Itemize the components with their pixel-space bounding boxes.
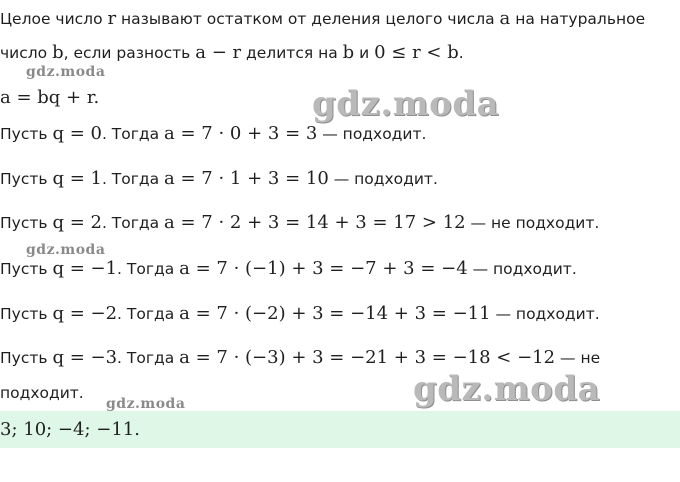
case-q0-line xyxy=(0,123,426,145)
answer-text: 3; 10; −4; −11. xyxy=(0,419,140,440)
text-segment: — не xyxy=(555,349,601,367)
math-expression: a − r xyxy=(195,42,242,63)
text-segment: Пусть xyxy=(0,170,53,188)
watermark-logo: gdz.moda xyxy=(312,84,500,124)
text-segment: . Тогда xyxy=(101,214,165,232)
case-qm2-line xyxy=(0,303,600,325)
case-qm1-line xyxy=(0,258,577,280)
watermark-logo: gdz.moda xyxy=(413,369,601,409)
text-segment: . Тогда xyxy=(101,125,165,143)
text-segment: — подходит. xyxy=(328,170,438,188)
case-q2-line xyxy=(0,212,599,234)
math-expression: a xyxy=(499,8,511,29)
math-expression: q = 2 xyxy=(52,212,102,233)
watermark-logo: gdz.moda xyxy=(106,396,186,412)
text-segment: . Тогда xyxy=(117,349,180,367)
text-segment: — подходит. xyxy=(467,260,577,278)
math-expression: a = 7 · (−3) + 3 = −21 + 3 = −18 < −12 xyxy=(179,347,556,368)
watermark-logo: gdz.moda xyxy=(26,242,106,258)
text-segment: Пусть xyxy=(0,125,53,143)
math-expression: a = bq + r. xyxy=(0,87,100,108)
text-segment: — подходит. xyxy=(490,305,600,323)
math-expression: a = 7 · (−1) + 3 = −7 + 3 = −4 xyxy=(179,258,468,279)
definition-line-1 xyxy=(0,8,645,30)
text-segment: делится на xyxy=(241,44,343,62)
definition-line-2 xyxy=(0,42,464,64)
watermark-logo: gdz.moda xyxy=(26,64,106,80)
text-segment: и xyxy=(354,44,375,62)
math-expression: a = 7 · 0 + 3 = 3 xyxy=(164,123,318,144)
text-segment: , если разность xyxy=(63,44,196,62)
math-expression: r xyxy=(107,8,117,29)
math-expression: q = 0 xyxy=(52,123,102,144)
text-segment: Пусть xyxy=(0,260,53,278)
text-segment: Пусть xyxy=(0,214,53,232)
text-segment: Целое число xyxy=(0,10,108,28)
text-segment: — подходит. xyxy=(317,125,427,143)
case-qm3-line xyxy=(0,347,600,369)
text-segment: . Тогда xyxy=(101,170,165,188)
math-expression: 0 ≤ r < b xyxy=(374,42,459,63)
text-segment: называют остатком от деления целого числа xyxy=(116,10,500,28)
formula-line xyxy=(0,87,99,109)
math-expression: a = 7 · 1 + 3 = 10 xyxy=(164,168,329,189)
math-expression: q = 1 xyxy=(52,168,102,189)
math-expression: b xyxy=(52,42,64,63)
math-expression: a = 7 · 2 + 3 = 14 + 3 = 17 > 12 xyxy=(164,212,466,233)
case-q1-line xyxy=(0,168,438,190)
text-segment: Пусть xyxy=(0,305,53,323)
text-segment: . xyxy=(458,44,464,62)
text-segment: число xyxy=(0,44,53,62)
text-segment: подходит. xyxy=(0,384,84,402)
text-segment: . Тогда xyxy=(117,260,180,278)
math-expression: q = −3 xyxy=(52,347,118,368)
answer-box xyxy=(0,411,680,448)
case-qm3-line-end xyxy=(0,382,84,404)
text-segment: на натуральное xyxy=(510,10,646,28)
math-expression: b xyxy=(342,42,355,63)
text-segment: — не подходит. xyxy=(465,214,600,232)
math-expression: q = −1 xyxy=(52,258,118,279)
math-expression: a = 7 · (−2) + 3 = −14 + 3 = −11 xyxy=(179,303,491,324)
text-segment: . Тогда xyxy=(117,305,180,323)
text-segment: Пусть xyxy=(0,349,53,367)
math-expression: q = −2 xyxy=(52,303,118,324)
